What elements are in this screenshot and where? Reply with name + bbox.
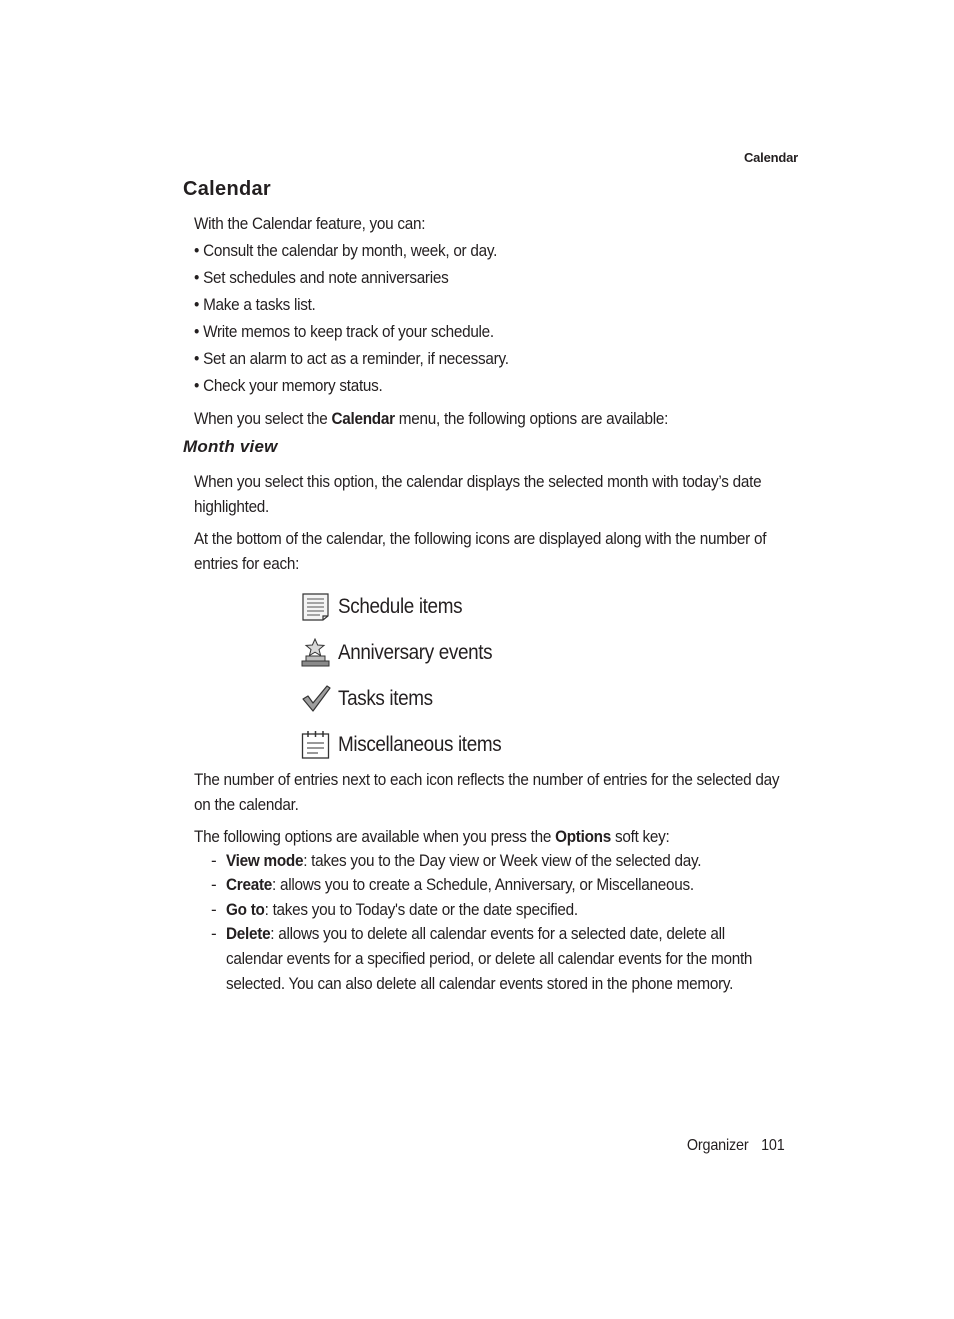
anniversary-icon: [301, 638, 331, 668]
schedule-icon: [301, 592, 331, 622]
icon-row-tasks: [301, 684, 443, 714]
bullet-item: • Consult the calendar by month, week, or day.: [194, 241, 498, 260]
section-title: Calendar: [183, 178, 271, 200]
bullet-item: • Set an alarm to act as a reminder, if necessary.: [194, 349, 509, 368]
miscellaneous-icon: [301, 730, 331, 760]
page-number: 101: [761, 1137, 785, 1154]
month-view-description: When you select this option, the calendar displays the selected month with today’s date highlighted.: [194, 472, 762, 516]
bullet-item: • Check your memory status.: [194, 376, 383, 395]
bullet-item: • Set schedules and note anniversaries: [194, 268, 449, 287]
icon-row-schedule: [301, 592, 476, 622]
option-dash: -: [211, 900, 217, 919]
entries-note-text: The number of entries next to each icon reflects the number of entries for the selected day on the calendar.: [194, 770, 780, 814]
option-create: [211, 872, 851, 897]
icon-row-miscellaneous: [301, 730, 519, 760]
option-dash: -: [211, 851, 217, 870]
footer-section: Organizer: [687, 1137, 749, 1154]
option-go-to: [211, 897, 851, 922]
option-text: Go to: takes you to Today's date or the date specified.: [226, 900, 578, 919]
tasks-icon: [301, 684, 331, 714]
page-footer: [687, 1137, 785, 1155]
option-text: Delete: allows you to delete all calendar events for a selected date, delete all calendar events for a specified period, or delete all calendar events for the month selected. You can also delete all calendar events stored in the phone memory.: [226, 924, 753, 993]
month-view-title: Month view: [183, 437, 278, 456]
option-text: Create: allows you to create a Schedule, Anniversary, or Miscellaneous.: [226, 875, 694, 894]
miscellaneous-items-label: Miscellaneous items: [338, 733, 502, 756]
option-view-mode: [211, 848, 851, 873]
schedule-items-label: Schedule items: [338, 595, 463, 618]
intro-text: With the Calendar feature, you can:: [194, 214, 426, 233]
bullet-item: • Write memos to keep track of your schedule.: [194, 322, 494, 341]
icon-row-anniversary: [301, 638, 509, 668]
calendar-menu-text: When you select the Calendar menu, the following options are available:: [194, 409, 669, 428]
option-delete: [211, 921, 851, 996]
bullet-item: • Make a tasks list.: [194, 295, 316, 314]
tasks-items-label: Tasks items: [338, 687, 433, 710]
icons-intro-text: At the bottom of the calendar, the following icons are displayed along with the number of entries for each:: [194, 529, 767, 573]
option-dash: -: [211, 875, 217, 894]
anniversary-events-label: Anniversary events: [338, 641, 493, 664]
option-dash: -: [211, 924, 217, 943]
option-text: View mode: takes you to the Day view or Week view of the selected day.: [226, 851, 702, 870]
running-header: Calendar: [743, 150, 798, 165]
options-intro-text: The following options are available when you press the Options soft key:: [194, 827, 670, 846]
